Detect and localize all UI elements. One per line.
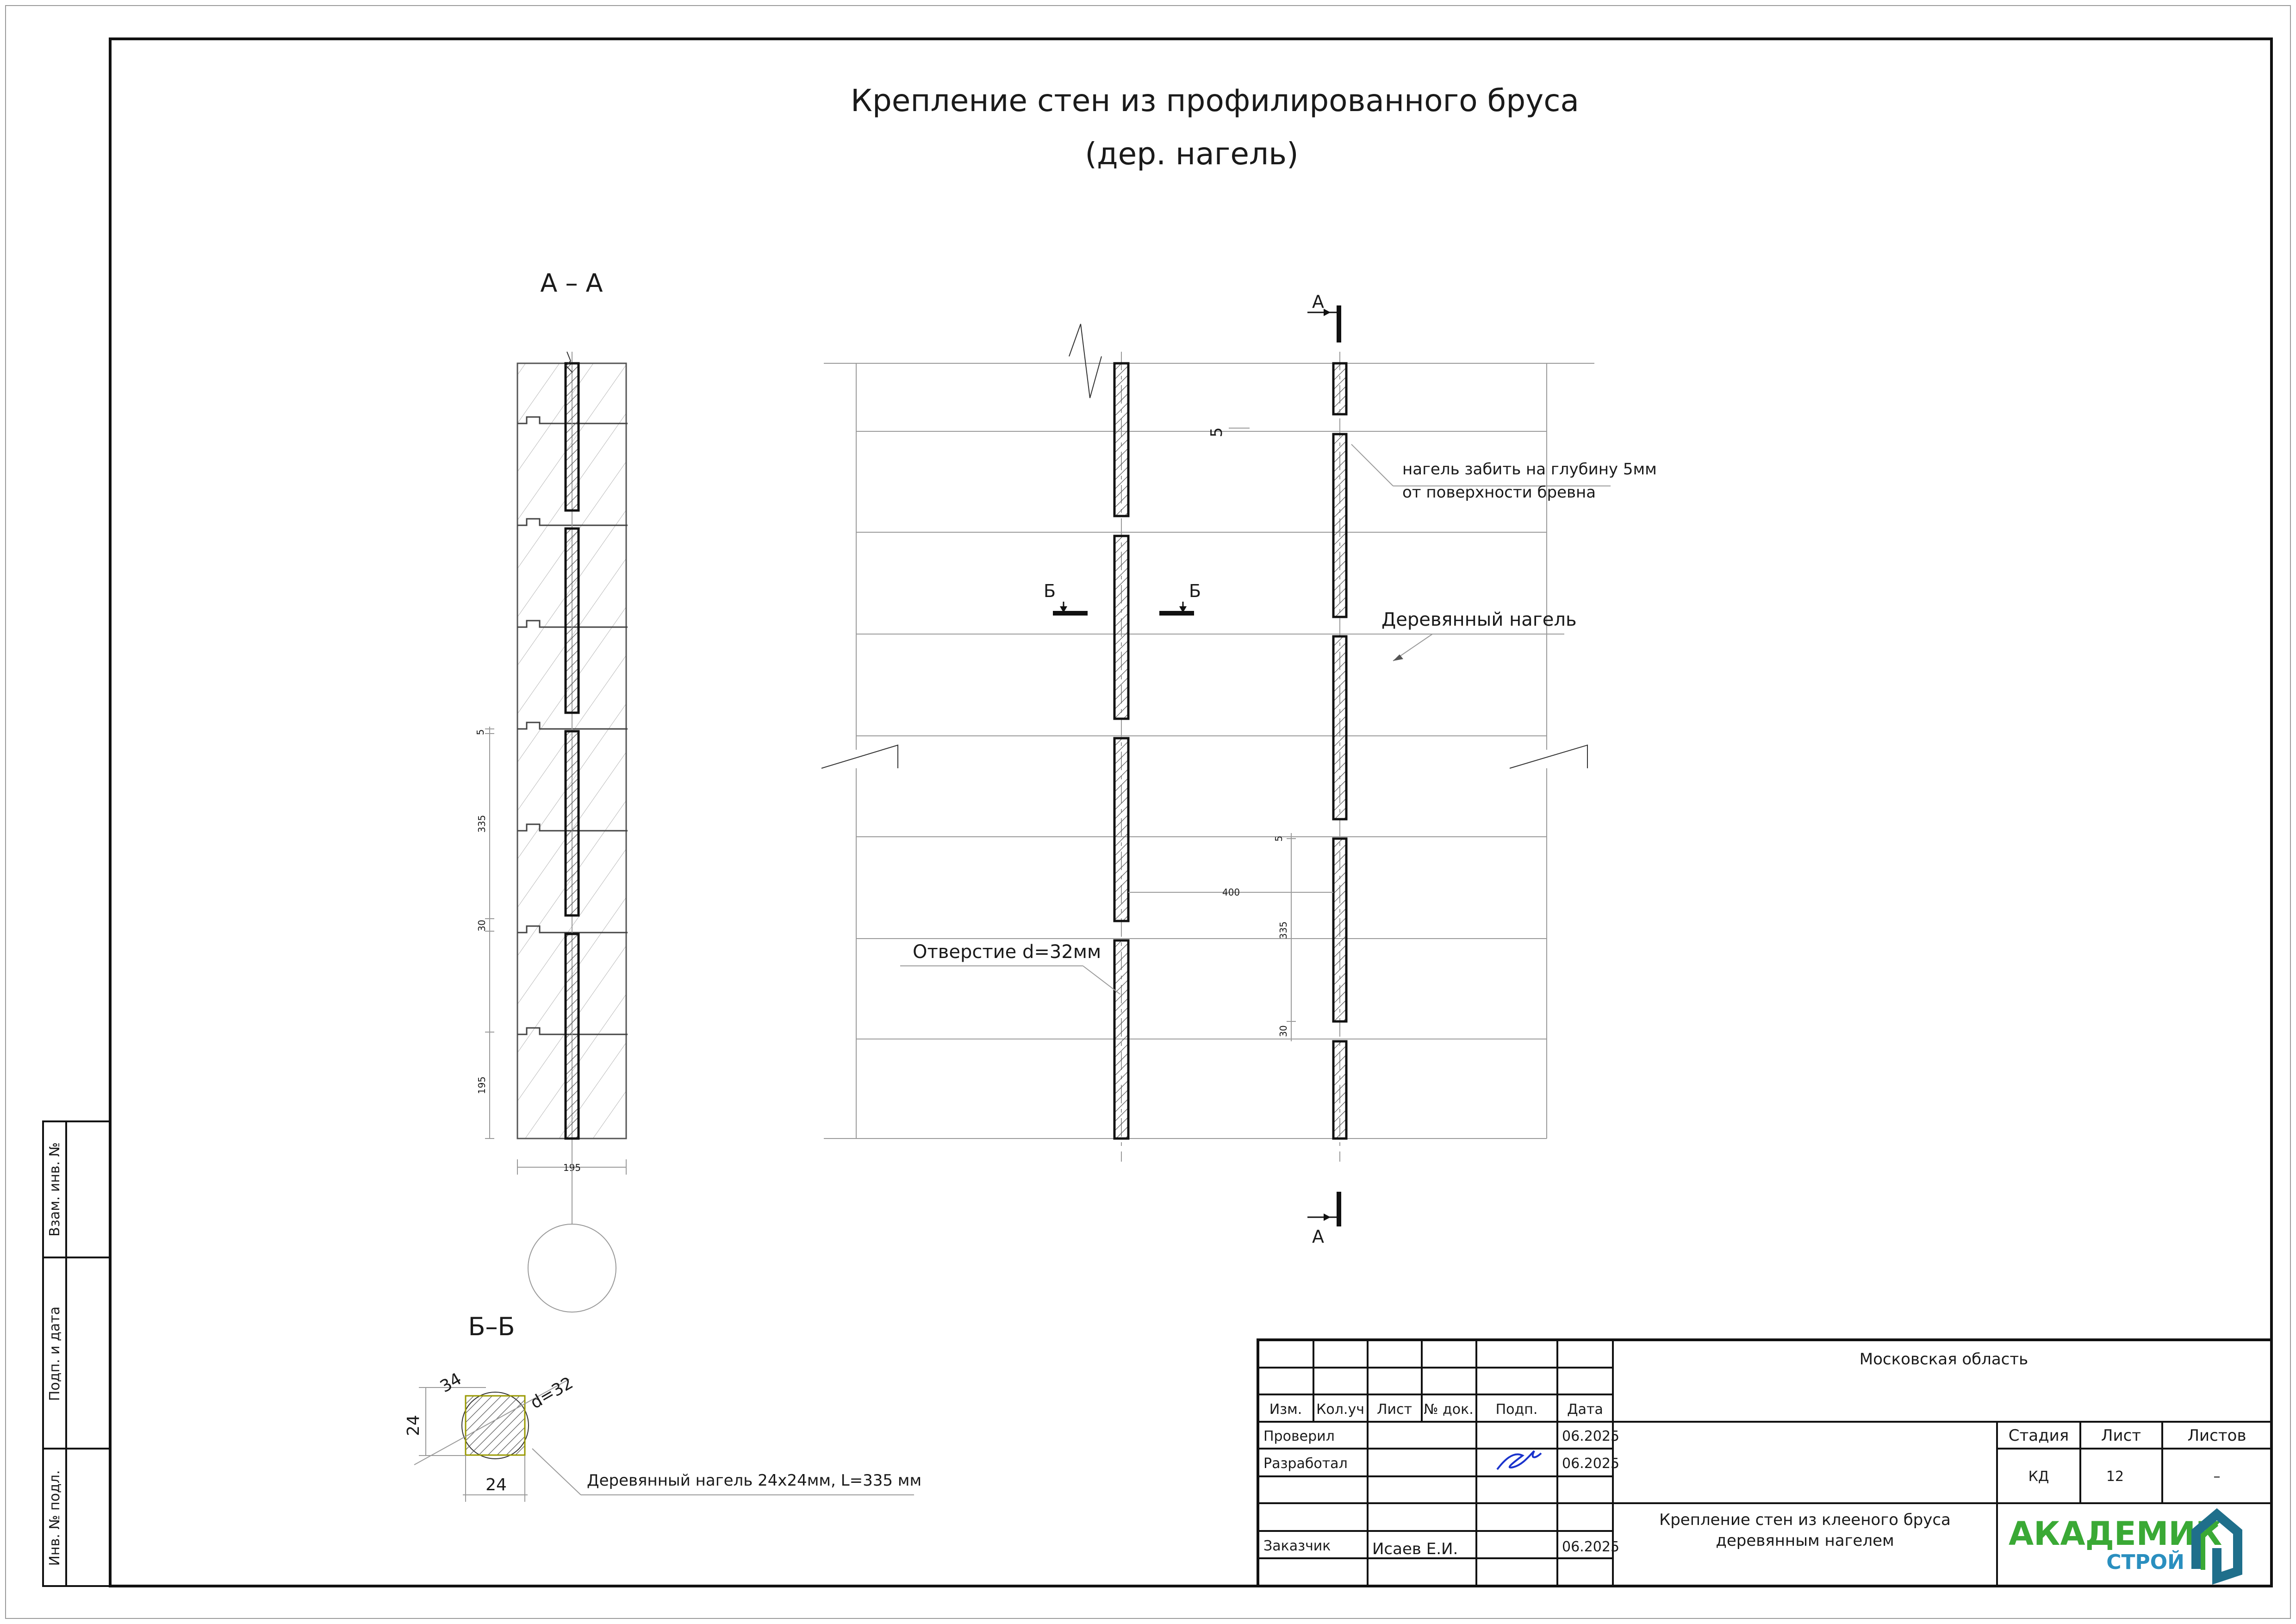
cut-label-a-bottom: А xyxy=(1312,1226,1324,1247)
tb-header-list: Лист xyxy=(1376,1401,1412,1418)
strip-cell2: Подп. и дата xyxy=(47,1306,63,1401)
cut-marker-b-left xyxy=(1044,581,1088,613)
cut-marker-a-bottom xyxy=(1307,1192,1339,1247)
tb-customer-date: 06.2025 xyxy=(1562,1539,1620,1555)
note-depth-line2: от поверхности бревна xyxy=(1402,483,1596,502)
bb-peg-square xyxy=(466,1396,525,1455)
outer-sheet-edge xyxy=(6,6,2290,1618)
cut-marker-a-top xyxy=(1307,292,1339,342)
tb-header-podp: Подп. xyxy=(1495,1401,1538,1418)
tb-developed-label: Разработал xyxy=(1263,1456,1348,1472)
cut-label-b-right: Б xyxy=(1188,581,1201,601)
logo-bottom: СТРОЙ xyxy=(2106,1550,2184,1574)
break-line-left xyxy=(821,745,898,768)
tb-sheet-header: Лист xyxy=(2101,1426,2141,1445)
tb-doc-title-line1: Крепление стен из клееного бруса xyxy=(1659,1511,1951,1529)
strip-cell1: Взам. инв. № xyxy=(47,1142,63,1237)
tb-header-ndok: № док. xyxy=(1424,1401,1474,1418)
hole-3 xyxy=(1114,738,1128,921)
elevation-view xyxy=(821,292,1657,1247)
left-strip xyxy=(43,1121,110,1586)
dim-top-5: 5 xyxy=(1207,427,1226,437)
company-logo xyxy=(2009,1514,2238,1578)
cut-label-b-left: Б xyxy=(1043,581,1056,601)
break-line-right xyxy=(1510,745,1587,768)
logo-top: АКАДЕМИК xyxy=(2009,1515,2222,1553)
peg-section-1 xyxy=(566,363,579,510)
section-aa-label: А – А xyxy=(540,268,603,298)
dim-400: 400 xyxy=(1222,887,1240,898)
dim-bb-24-bottom: 24 xyxy=(485,1475,507,1494)
tb-sheets-header: Листов xyxy=(2187,1426,2246,1445)
peg-3 xyxy=(1333,636,1346,819)
dim-aa-5: 5 xyxy=(475,729,486,735)
tb-header-kolvo: Кол.уч xyxy=(1316,1401,1364,1418)
tb-sheet-value: 12 xyxy=(2106,1468,2124,1485)
tb-header-data: Дата xyxy=(1567,1401,1603,1418)
section-bb-label: Б–Б xyxy=(468,1312,515,1341)
bb-peg-note: Деревянный нагель 24х24мм, L=335 мм xyxy=(587,1471,922,1490)
tb-doc-title-line2: деревянным нагелем xyxy=(1716,1531,1894,1550)
drawing-title-line1: Крепление стен из профилированного бруса xyxy=(851,83,1579,118)
note-depth-line1: нагель забить на глубину 5мм xyxy=(1402,460,1657,479)
tb-header-izm: Изм. xyxy=(1269,1401,1302,1418)
strip-cell3: Инв. № подл. xyxy=(47,1470,63,1566)
dim-right-5: 5 xyxy=(1273,835,1284,842)
dim-right-30: 30 xyxy=(1278,1025,1289,1037)
note-hole: Отверстие d=32мм xyxy=(913,941,1101,963)
hole-1 xyxy=(1114,363,1128,516)
dim-aa-30: 30 xyxy=(476,920,487,932)
title-block xyxy=(1258,1340,2271,1586)
peg-section-4 xyxy=(566,934,579,1139)
peg-section-2 xyxy=(566,529,579,713)
section-bb xyxy=(404,1312,921,1502)
peg-2 xyxy=(1333,434,1346,617)
tb-region: Московская область xyxy=(1859,1350,2028,1369)
peg-1 xyxy=(1333,363,1346,414)
dim-right-335: 335 xyxy=(1278,921,1289,940)
tb-sheets-value: – xyxy=(2213,1468,2221,1485)
break-line-top xyxy=(1069,324,1101,398)
tb-developed-date: 06.2025 xyxy=(1562,1456,1620,1472)
tb-checked-label: Проверил xyxy=(1263,1428,1335,1444)
drawing-title-line2: (дер. нагель) xyxy=(1085,136,1299,172)
dim-bb-24-left: 24 xyxy=(404,1415,423,1436)
dim-bb-d32: d=32 xyxy=(527,1373,577,1413)
note-peg: Деревянный нагель xyxy=(1381,609,1577,630)
tb-customer-name: Исаев Е.И. xyxy=(1372,1540,1458,1558)
tb-stage-value: КД xyxy=(2028,1468,2049,1485)
hole-2 xyxy=(1114,536,1128,719)
cut-marker-b-right xyxy=(1159,581,1201,613)
peg-4 xyxy=(1333,839,1346,1021)
detail-circle xyxy=(528,1224,616,1312)
dim-aa-195-vert: 195 xyxy=(476,1076,487,1095)
hole-4 xyxy=(1114,940,1128,1139)
tb-checked-date: 06.2025 xyxy=(1562,1428,1620,1444)
dim-aa-195-width: 195 xyxy=(563,1162,581,1173)
peg-5 xyxy=(1333,1041,1346,1139)
tb-stage-header: Стадия xyxy=(2008,1426,2069,1445)
dim-aa-335: 335 xyxy=(476,815,487,833)
tb-customer-label: Заказчик xyxy=(1263,1538,1331,1554)
peg-section-3 xyxy=(566,731,579,915)
section-aa xyxy=(475,268,628,1312)
dim-bb-34: 34 xyxy=(437,1369,465,1397)
cut-label-a-top: А xyxy=(1312,292,1324,312)
signature xyxy=(1497,1451,1541,1469)
